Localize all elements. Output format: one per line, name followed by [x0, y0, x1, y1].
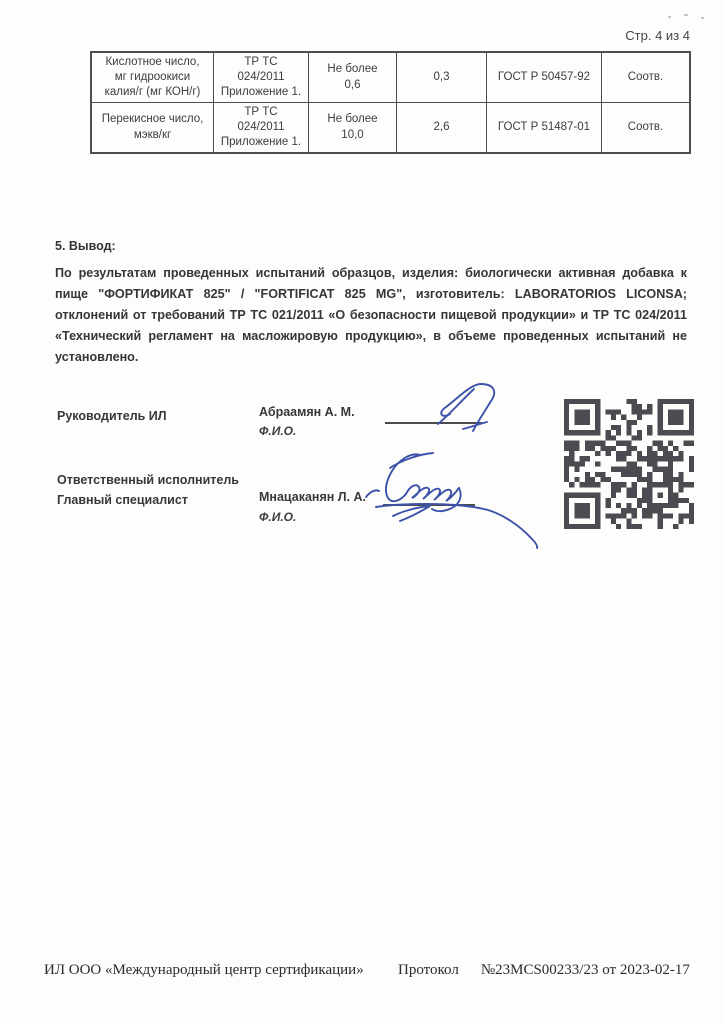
signature-name: Мнацаканян Л. А.: [259, 490, 366, 504]
scan-speck: [668, 16, 671, 18]
signature-name: Абраамян А. М.: [259, 405, 355, 419]
page-number: Стр. 4 из 4: [625, 28, 690, 43]
results-table: [90, 51, 691, 154]
scan-speck: [701, 17, 704, 19]
conclusion-text: По результатам проведенных испытаний образцов, изделия: биологически активная добавка к пище "ФОРТИФИКАТ 825" / "FORTIFICAT 825 MG", изготовитель: LABORATORIOS LICONSA; отклонений от требований ТР ТС 021/2011 «О безопасности пищевой продукции» и ТР ТС 024/2011 «Технический регламент на масложировую продукцию», в объеме проведенных испытаний не установлено.: [55, 266, 687, 364]
cell-conclusion: Соотв.: [602, 53, 689, 103]
cell-norm: Не более 0,6: [309, 53, 397, 103]
conclusion-heading: 5. Вывод:: [55, 239, 116, 253]
fio-caption: Ф.И.О.: [259, 510, 297, 524]
cell-method: ГОСТ Р 51487-01: [487, 103, 602, 152]
footer-organization: ИЛ ООО «Международный центр сертификации»: [44, 962, 364, 978]
footer-protocol-label: Протокол: [398, 962, 459, 978]
handwritten-signature-mnatsakanyan: [355, 445, 545, 550]
footer-protocol-number: №23MCS00233/23 от 2023-02-17: [480, 962, 690, 978]
cell-method: ГОСТ Р 50457-92: [487, 53, 602, 103]
cell-norm: Не более 10,0: [309, 103, 397, 152]
cell-regulation: ТР ТС 024/2011 Приложение 1.: [214, 53, 309, 103]
cell-result: 0,3: [397, 53, 487, 103]
handwritten-signature-abraamyan: [380, 375, 520, 440]
cell-parameter: Перекисное число, мэкв/кг: [92, 103, 214, 152]
footer-protocol: [398, 962, 690, 979]
scan-speck: [684, 14, 688, 16]
cell-result: 2,6: [397, 103, 487, 152]
qr-code: [562, 399, 696, 529]
cell-conclusion: Соотв.: [627, 120, 664, 133]
signature-role: Ответственный исполнитель Главный специалист: [57, 473, 239, 507]
cell-regulation: ТР ТС 024/2011 Приложение 1.: [214, 103, 309, 152]
fio-caption: Ф.И.О.: [259, 424, 297, 438]
cell-parameter: Кислотное число, мг гидроокиси калия/г (мг КОН/г): [92, 53, 214, 103]
signature-role: Руководитель ИЛ: [57, 409, 167, 423]
